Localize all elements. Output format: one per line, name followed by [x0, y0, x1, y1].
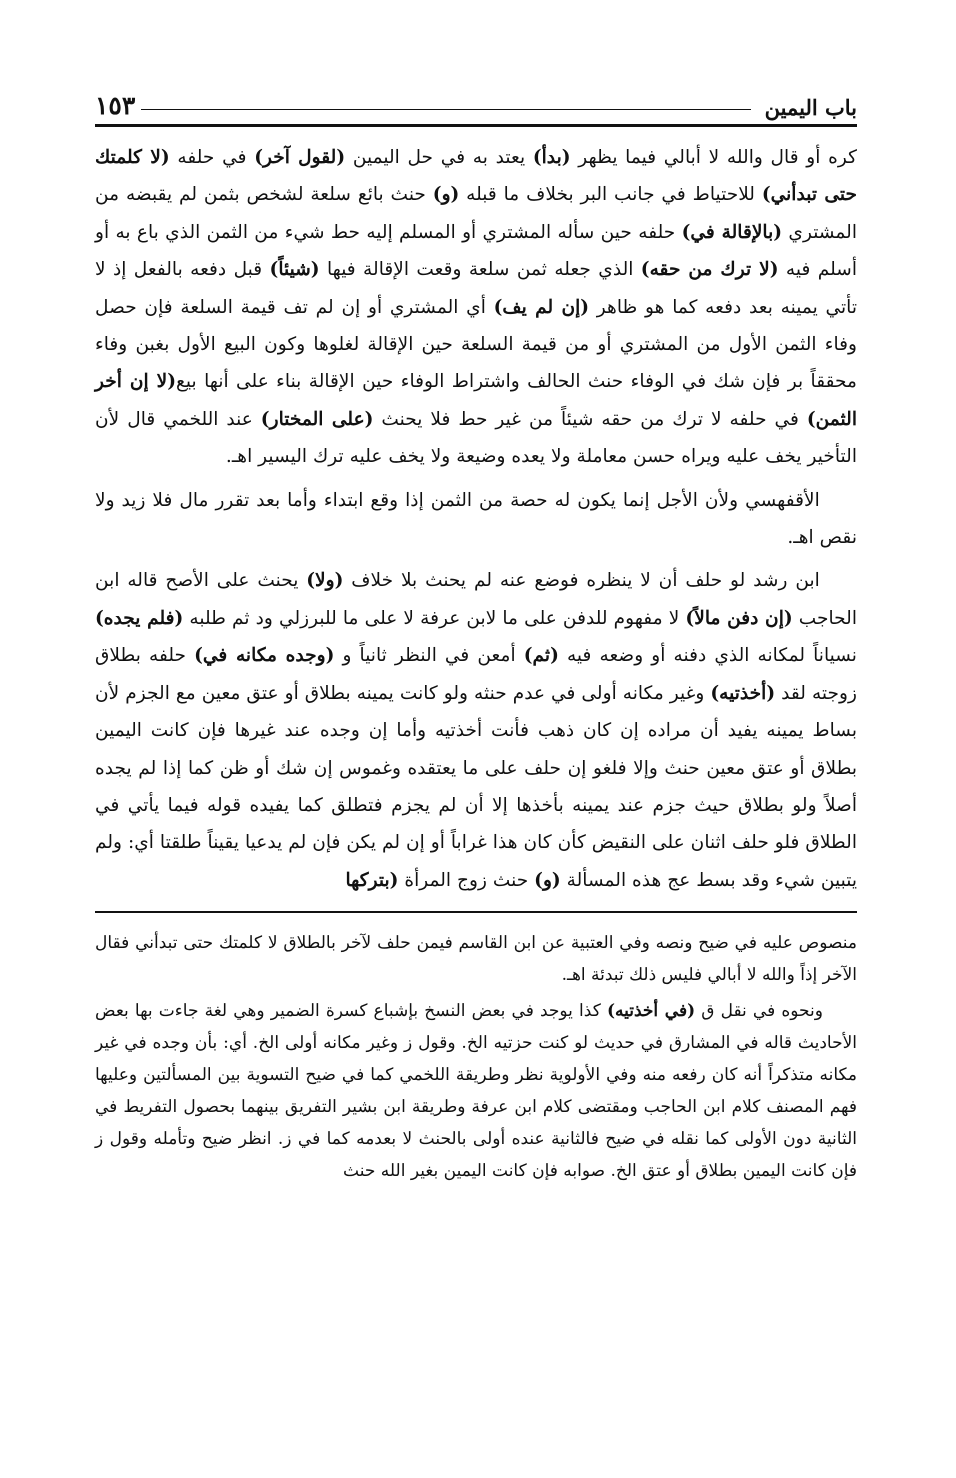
text-segment: لا مفهوم للدفن على ما لابن عرفة لا على ما للبرزلي ود ثم طلبه: [183, 607, 686, 629]
bold-matn-phrase: (و): [534, 869, 561, 891]
page-number: ١٥٣: [95, 91, 136, 120]
text-segment: يعتد به في حل اليمين: [345, 147, 533, 168]
text-segment: حنث بائع سلعة لشخص بثمن لم يقبضه من المشتري: [95, 184, 857, 243]
bold-matn-phrase: (بدأ): [532, 147, 571, 168]
text-segment: منصوص عليه في ضيح ونصه وفي العتبية عن ابن القاسم فيمن حلف لآخر بالطلاق لا كلمتك حتى تبدأني فقال الآخر إذاً والله لا أبالي فليس ذلك تبدئة اهـ.: [95, 933, 857, 986]
header-rule: [141, 109, 750, 110]
bold-matn-phrase: (و): [432, 184, 460, 206]
footnote-paragraph: [95, 995, 857, 1187]
bold-matn-phrase: (بتركها: [345, 869, 399, 891]
footnote-separator: [95, 911, 857, 913]
text-segment: عند اللخمي قال لأن التأخير يخف عليه ويراه حسن معاملة ولا يعده وضيعة ولا يخف عليه ترك اليسير اهـ.: [95, 408, 857, 468]
bold-matn-phrase: (لا ترك من حقه): [640, 259, 779, 281]
text-segment: حلفه حين سأله المشتري أو المسلم إليه حط شيء من الثمن الذي باع به أو أسلم فيه: [95, 221, 857, 281]
text-segment: للاحتياط في جانب البر بخلاف ما قبله: [459, 184, 762, 206]
footnotes: [95, 927, 857, 1187]
text-segment: الأقفهسي ولأن الأجل إنما يكون له حصة من الثمن إذا وقع ابتداء وأما بعد تقرر مال فلا زيد ولا نقص اهـ.: [95, 489, 857, 549]
bold-matn-phrase: (فلم يجده): [95, 607, 184, 629]
bold-matn-phrase: (لقول آخر): [254, 147, 346, 168]
footnote-paragraph: [95, 927, 857, 991]
bold-matn-phrase: (على المختار): [260, 408, 374, 430]
text-segment: الذي جعله ثمن سلعة وقعت الإقالة فيها: [319, 259, 641, 281]
bold-matn-phrase: (وجده مكانه في): [194, 645, 335, 667]
main-paragraph: [95, 482, 857, 557]
bold-matn-phrase: (إن دفن مالاً): [685, 607, 793, 629]
text-segment: حنث زوج المرأة: [398, 869, 535, 891]
text-segment: في حلفه: [169, 147, 255, 168]
text-segment: أي المشتري أو إن لم تف قيمة السلعة فإن حصل وفاء الثمن الأول من المشتري أو من قيمة السلعة حين الإقالة لغلوها وكون البيع الأول بغبن وفاء محققاً بر فإن شك في الوفاء حنث الحالف واشتراط الوفاء حين الإقالة بناء على أنها بيع: [95, 296, 857, 393]
text-segment: كره أو قال والله لا أبالي فيما يظهر: [570, 147, 857, 168]
text-segment: في حلفه لا ترك من حقه شيئاً من غير حط فلا يحنث: [373, 408, 807, 430]
bold-matn-phrase: (إن لم يف): [493, 296, 590, 318]
running-head: [95, 80, 857, 127]
bold-matn-phrase: (في أخذتيه): [606, 1001, 696, 1022]
bold-matn-phrase: (شيئاً): [269, 259, 320, 281]
text-segment: ونحوه في نقل ق: [695, 1001, 823, 1022]
bold-matn-phrase: (لا إن أخر الثمن): [95, 371, 857, 430]
text-segment: أمعن في النظر ثانياً و: [334, 645, 524, 667]
bold-matn-phrase: (ولا): [306, 570, 344, 592]
text-segment: نسياناً لمكانه الذي دفنه أو وضعه فيه: [558, 645, 857, 667]
document-page: [95, 80, 857, 1450]
main-text: [95, 139, 857, 899]
text-segment: حلفه بطلاق زوجته لقد: [95, 645, 857, 704]
text-segment: وغير مكانه أولى في عدم حنثه ولو كانت يمينه بطلاق أو عتق معين مع الجزم لأن بساط يمينه يفيد أن مراده إن كان ذهب فأنت أخذتيه وأما إن وجده عند غيرها فإن كانت اليمين بطلاق أو عتق معين حنث وإلا فلغو إن حلف على ما يعتقده وغموس إن شك أو ظن كما إذا لم يجده أصلاً ولو بطلاق حيث جزم عند يمينه بأخذها إلا أن لم يجزم فتطلق كما يفيده قوله فيما يأتي في الطلاق فلو حلف اثنان على النقيض كأن كان هذا غراباً أو إن لم يكن فإن لم يدعيا يقيناً طلقتا أي: ولم يتبين شيء وقد بسط عج هذه المسألة: [95, 682, 857, 891]
text-segment: قبل دفعه بالفعل إذ لا تأتي يمينه بعد دفعه كما هو ظاهر: [95, 259, 857, 318]
main-paragraph: [95, 139, 857, 476]
bold-matn-phrase: (لا كلمتك حتى تبدأني): [95, 147, 857, 206]
text-segment: ابن رشد لو حلف أن لا ينظره فوضع عنه لم يحنث بلا خلاف: [343, 570, 820, 592]
bold-matn-phrase: (بالإقالة في): [681, 221, 783, 243]
chapter-title: باب اليمين: [764, 95, 857, 120]
main-paragraph: [95, 562, 857, 899]
bold-matn-phrase: (ثم): [523, 645, 559, 667]
bold-matn-phrase: (أخذتيه): [710, 682, 776, 704]
text-segment: يحنث على الأصح قاله ابن الحاجب: [95, 570, 857, 629]
text-segment: كذا يوجد في بعض النسخ بإشباع كسرة الضمير وهي لغة جاءت بها بعض الأحاديث قاله في المشارق في حديث لو كنت حزتيه الخ. وقول ز وغير مكانه أولى الخ. أي: بأن وجده في غير مكانه متذكراً أنه كان رفعه منه وفي الأولوية نظر وطريقة اللخمي كما في ضيح التسوية بين المسألتين وعليها فهم المصنف كلام ابن الحاجب ومقتضى كلام ابن عرفة وطريقة ابن بشير التفريق بينهما بحصول التفريط في الثانية دون الأولى كما نقله في ضيح فالثانية عنده أولى بالحنث لا بعدمه كما في ز. انظر ضيح وتأمله وقول ز فإن كانت اليمين بطلاق أو عتق الخ. صوابه فإن كانت اليمين بغير الله حنث: [95, 1001, 857, 1182]
